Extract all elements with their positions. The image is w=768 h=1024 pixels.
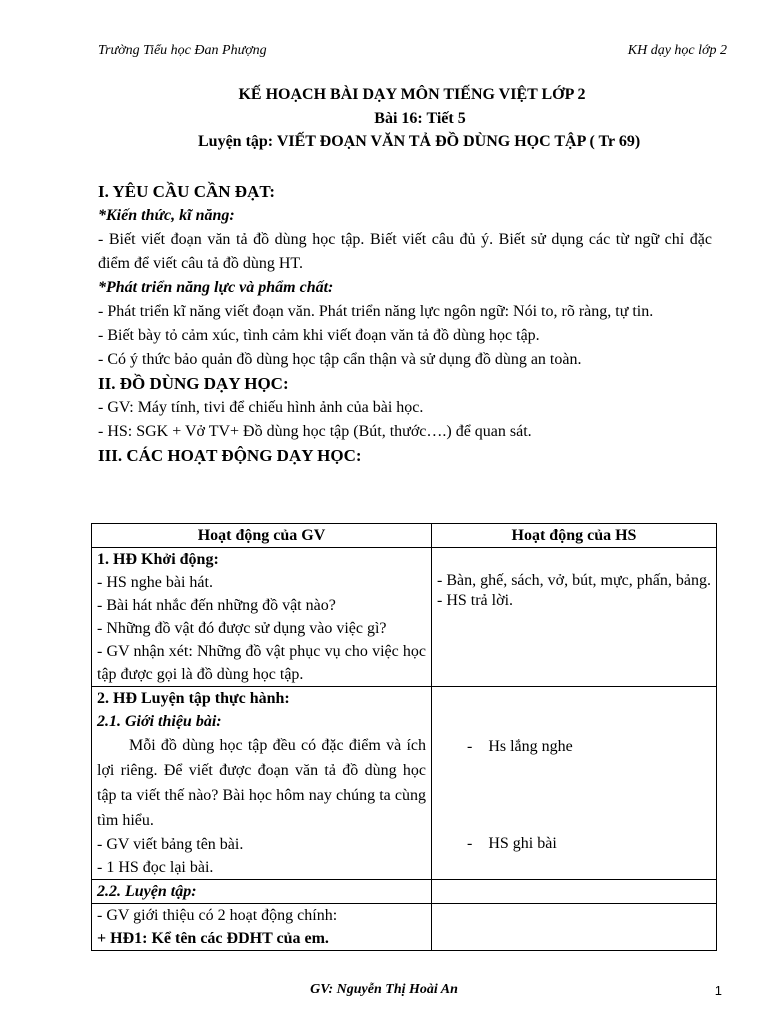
teacher-step: - GV nhận xét: Những đồ vật phục vụ cho việc học tập được gọi là đồ dùng học tập. <box>97 643 426 683</box>
section-1-paragraph: - Phát triển kĩ năng viết đoạn văn. Phát triển năng lực ngôn ngữ: Nói to, rõ ràng, tự tin. <box>98 303 654 320</box>
document-body <box>98 180 712 468</box>
page-number: 1 <box>714 983 722 998</box>
table-row <box>92 687 717 880</box>
table-cell-student <box>432 687 717 880</box>
table-header-row <box>92 524 717 548</box>
section-1-paragraph: - Biết viết đoạn văn tả đồ dùng học tập. Biết viết câu đủ ý. Biết sử dụng các từ ngữ chỉ đặc điểm để viết câu tả đồ dùng HT. <box>98 231 712 272</box>
teacher-step: - Những đồ vật đó được sử dụng vào việc gì? <box>97 620 387 637</box>
teacher-step: - HS nghe bài hát. <box>97 574 213 591</box>
student-response: - HS trả lời. <box>437 592 514 609</box>
student-response: - Hs lắng nghe <box>467 738 573 755</box>
table-cell-student <box>432 904 717 951</box>
title-topic: Luyện tập: VIẾT ĐOẠN VĂN TẢ ĐỒ DÙNG HỌC TẬP ( Tr 69) <box>198 133 641 150</box>
column-header-teacher: Hoạt động của GV <box>92 524 432 548</box>
section-1-sub-knowledge: *Kiến thức, kĩ năng: <box>98 207 235 224</box>
teacher-step: - Bài hát nhắc đến những đồ vật nào? <box>97 597 336 614</box>
section-1-sub-competence: *Phát triển năng lực và phẩm chất: <box>98 279 334 296</box>
activity-heading: 2. HĐ Luyện tập thực hành: <box>97 690 290 707</box>
section-2-paragraph: - GV: Máy tính, tivi để chiếu hình ảnh của bài học. <box>98 399 424 416</box>
table-cell-teacher <box>92 904 432 951</box>
section-3-heading: III. CÁC HOẠT ĐỘNG DẠY HỌC: <box>98 446 362 465</box>
activity-heading: 1. HĐ Khởi động: <box>97 551 219 568</box>
section-1-heading: I. YÊU CẦU CẦN ĐẠT: <box>98 182 276 201</box>
student-response: - HS ghi bài <box>467 835 557 852</box>
table-cell-teacher <box>92 687 432 880</box>
teacher-step: - GV viết bảng tên bài. <box>97 836 244 853</box>
table-cell-teacher <box>92 548 432 687</box>
column-header-student: Hoạt động của HS <box>432 524 717 548</box>
table-cell-student <box>432 880 717 904</box>
section-2-paragraph: - HS: SGK + Vở TV+ Đồ dùng học tập (Bút, thước….) để quan sát. <box>98 423 532 440</box>
teacher-step: - 1 HS đọc lại bài. <box>97 859 214 876</box>
header-school: Trường Tiểu học Đan Phượng <box>98 43 267 58</box>
table-row <box>92 904 717 951</box>
title-main: KẾ HOẠCH BÀI DẠY MÔN TIẾNG VIỆT LỚP 2 <box>238 86 586 103</box>
lesson-intro: Mỗi đồ dùng học tập đều có đặc điểm và ích lợi riêng. Để viết được đoạn văn tả đồ dùng học tập ta viết thế nào? Bài học hôm nay chúng ta cùng tìm hiểu. <box>97 737 426 829</box>
table-row <box>92 548 717 687</box>
activity-subheading: 2.2. Luyện tập: <box>97 883 197 900</box>
table-cell-student <box>432 548 717 687</box>
teacher-step: - GV giới thiệu có 2 hoạt động chính: <box>97 907 338 924</box>
section-1-paragraph: - Có ý thức bảo quản đồ dùng học tập cẩn thận và sử dụng đồ dùng an toàn. <box>98 351 582 368</box>
activities-table <box>91 523 717 951</box>
section-2-heading: II. ĐỒ DÙNG DẠY HỌC: <box>98 374 289 393</box>
table-cell-teacher <box>92 880 432 904</box>
section-1-paragraph: - Biết bày tỏ cảm xúc, tình cảm khi viết đoạn văn tả đồ dùng học tập. <box>98 327 540 344</box>
header-doc-title: KH dạy học lớp 2 <box>627 43 727 58</box>
teacher-step: + HĐ1: Kể tên các ĐDHT của em. <box>97 930 329 947</box>
activity-subheading: 2.1. Giới thiệu bài: <box>97 713 222 730</box>
title-lesson: Bài 16: Tiết 5 <box>374 110 466 127</box>
student-response: - Bàn, ghế, sách, vở, bút, mực, phấn, bảng. <box>437 572 711 589</box>
table-row <box>92 880 717 904</box>
footer-teacher: GV: Nguyễn Thị Hoài An <box>310 982 458 997</box>
